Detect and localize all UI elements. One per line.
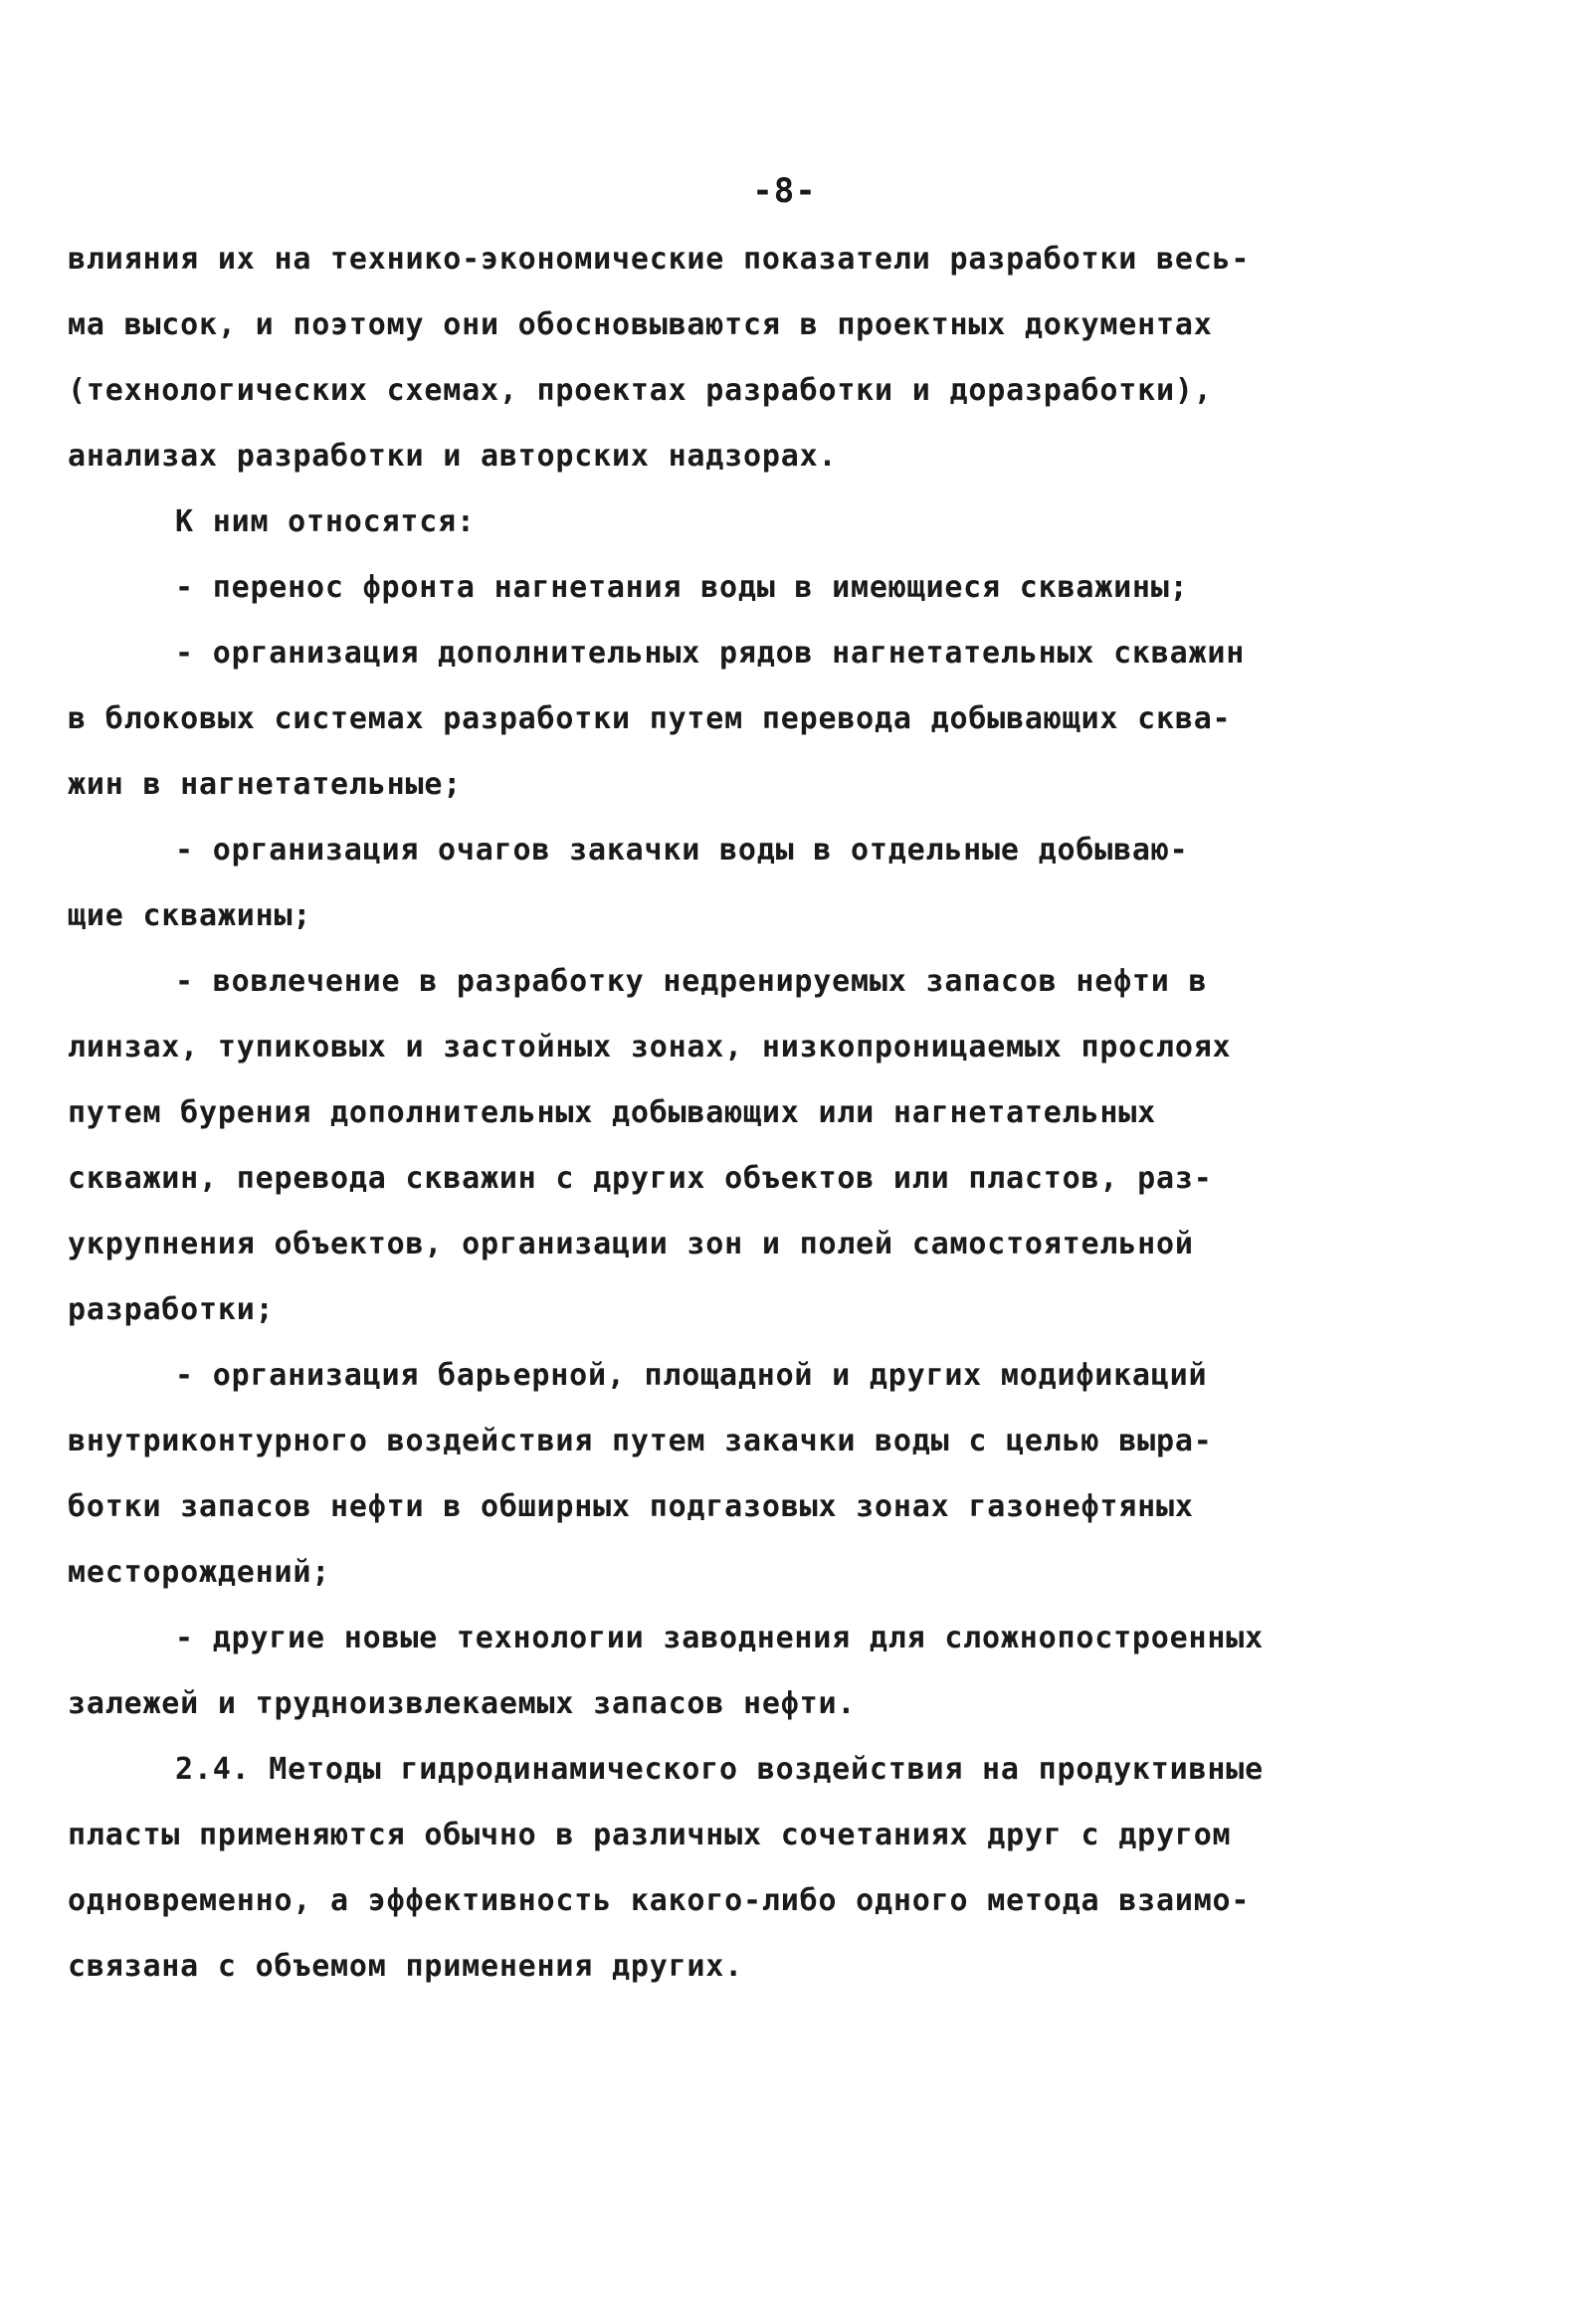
text-line: - организация барьерной, площадной и других модификаций [175,1358,1208,1393]
text-line: жин в нагнетательные; [68,767,463,802]
text-line: скважин, перевода скважин с других объектов или пластов, раз- [68,1161,1213,1196]
text-line: анализах разработки и авторских надзорах. [68,439,838,474]
text-line: одновременно, а эффективность какого-либо одного метода взаимо- [68,1883,1251,1918]
text-line: разработки; [68,1292,275,1327]
text-line: связана с объемом применения других. [68,1949,744,1984]
text-line: - другие новые технологии заводнения для сложнопостроенных [175,1621,1264,1655]
text-line: внутриконтурного воздействия путем закачки воды с целью выра- [68,1424,1213,1458]
text-line: укрупнения объектов, организации зон и полей самостоятельной [68,1227,1194,1261]
text-line: - вовлечение в разработку недренируемых запасов нефти в [175,964,1208,999]
text-line: ма высок, и поэтому они обосновываются в проектных документах [68,307,1213,342]
text-line: линзах, тупиковых и застойных зонах, низкопроницаемых прослоях [68,1030,1232,1065]
text-line: пласты применяются обычно в различных сочетаниях друг с другом [68,1818,1232,1852]
text-line: К ним относятся: [175,504,476,539]
document-body [68,227,1361,2000]
text-line: влияния их на технико-экономические показатели разработки весь- [68,242,1251,277]
text-line: в блоковых системах разработки путем перевода добывающих сква- [68,701,1232,736]
text-line: залежей и трудноизвлекаемых запасов нефти. [68,1686,857,1721]
text-line: путем бурения дополнительных добывающих или нагнетательных [68,1095,1156,1130]
text-line: месторождений; [68,1555,331,1590]
text-line: - организация дополнительных рядов нагнетательных скважин [175,636,1246,671]
text-line: 2.4. Методы гидродинамического воздействия на продуктивные [175,1752,1264,1787]
page-number: -8- [752,171,817,211]
text-line: (технологических схемах, проектах разработки и доразработки), [68,373,1213,408]
text-line: - организация очагов закачки воды в отдельные добываю- [175,833,1189,868]
text-line: - перенос фронта нагнетания воды в имеющиеся скважины; [175,570,1189,605]
text-line: ботки запасов нефти в обширных подгазовых зонах газонефтяных [68,1489,1194,1524]
text-line: щие скважины; [68,898,312,933]
